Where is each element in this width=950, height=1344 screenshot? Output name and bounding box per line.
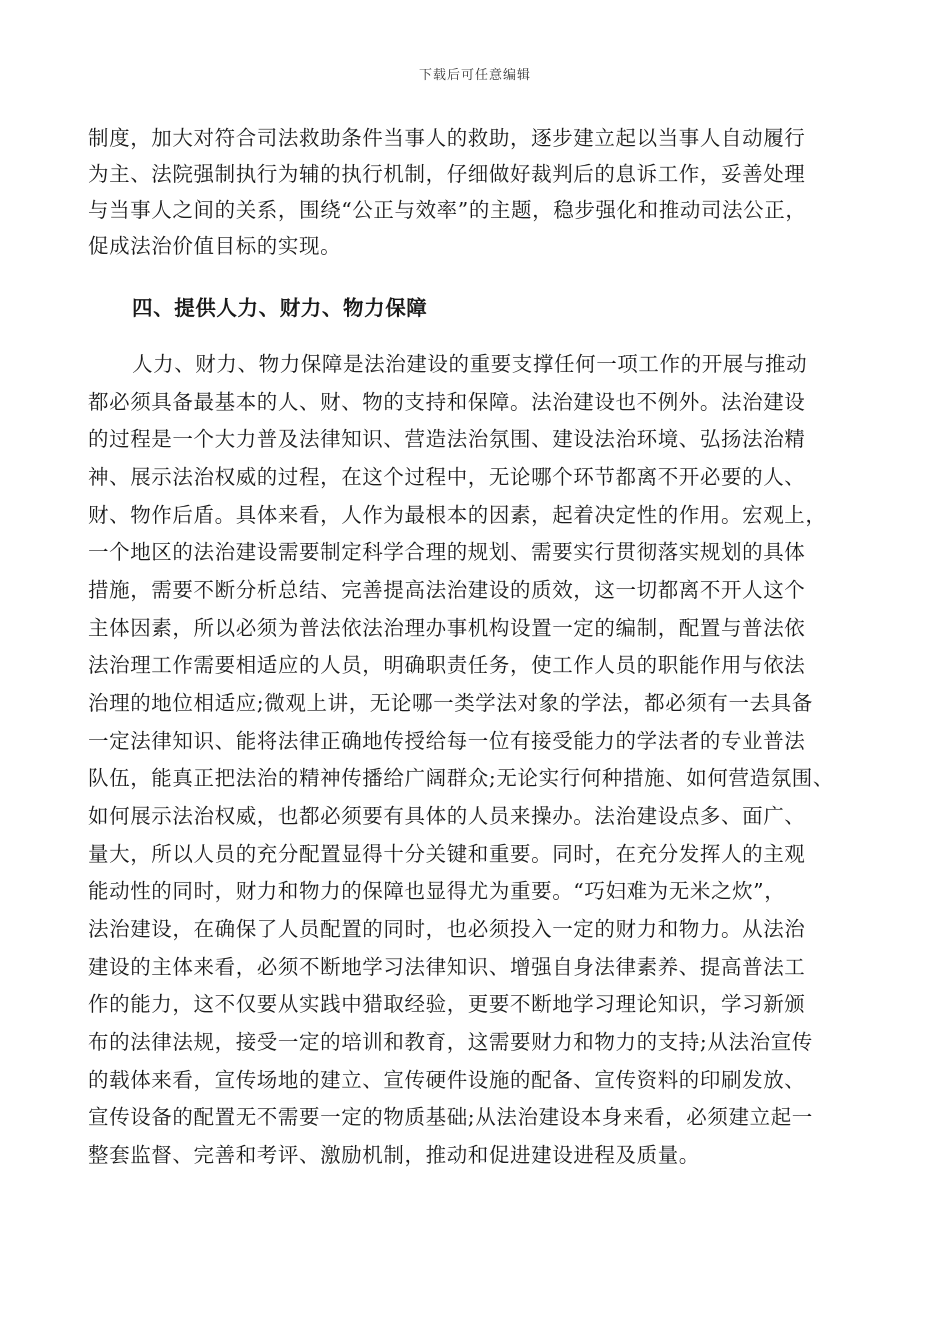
paragraph-line: 宣传设备的配置无不需要一定的物质基础;从法治建设本身来看，必须建立起一 (88, 1105, 813, 1129)
paragraph-line: 一定法律知识、能将法律正确地传授给每一位有接受能力的学法者的专业普法 (88, 729, 806, 753)
paragraph-line: 布的法律法规，接受一定的培训和教育，这需要财力和物力的支持;从法治宣传 (88, 1030, 813, 1054)
paragraph-line: 都必须具备最基本的人、财、物的支持和保障。法治建设也不例外。法治建设 (88, 390, 806, 414)
paragraph-line: 建设的主体来看，必须不断地学习法律知识、增强自身法律素养、提高普法工 (88, 955, 806, 979)
paragraph-line: 法治理工作需要相适应的人员，明确职责任务，使工作人员的职能作用与依法 (88, 653, 806, 677)
paragraph-line: 神、展示法治权威的过程，在这个过程中，无论哪个环节都离不开必要的人、 (88, 465, 806, 489)
paragraph-line: 一个地区的法治建设需要制定科学合理的规划、需要实行贯彻落实规划的具体 (88, 540, 806, 564)
paragraph-line: 治理的地位相适应;微观上讲，无论哪一类学法对象的学法，都必须有一去具备 (88, 691, 813, 715)
paragraph-line: 作的能力，这不仅要从实践中猎取经验，更要不断地学习理论知识，学习新颁 (88, 992, 806, 1016)
paragraph-line: 促成法治价值目标的实现。 (88, 234, 342, 258)
paragraph-line: 整套监督、完善和考评、激励机制，推动和促进建设进程及质量。 (88, 1143, 700, 1167)
paragraph-line: 的过程是一个大力普及法律知识、营造法治氛围、建设法治环境、弘扬法治精 (88, 427, 806, 451)
paragraph-line: 为主、法院强制执行为辅的执行机制，仔细做好裁判后的息诉工作，妥善处理 (88, 162, 806, 186)
paragraph-line: 如何展示法治权威，也都必须要有具体的人员来操办。法治建设点多、面广、 (88, 804, 806, 828)
paragraph-line: 队伍，能真正把法治的精神传播给广阔群众;无论实行何种措施、如何营造氛围、 (88, 766, 835, 790)
paragraph-line: 制度，加大对符合司法救助条件当事人的救助，逐步建立起以当事人自动履行 (88, 126, 806, 150)
section-heading: 四、提供人力、财力、物力保障 (132, 296, 428, 320)
page-header: 下载后可任意编辑 (418, 68, 531, 83)
paragraph-line: 的载体来看，宣传场地的建立、宣传硬件设施的配备、宣传资料的印刷发放、 (88, 1068, 806, 1092)
paragraph-line: 能动性的同时，财力和物力的保障也显得尤为重要。“巧妇难为无米之炊”， (88, 879, 786, 903)
paragraph-line: 量大，所以人员的充分配置显得十分关键和重要。同时，在充分发挥人的主观 (88, 842, 806, 866)
paragraph-line: 措施，需要不断分析总结、完善提高法治建设的质效，这一切都离不开人这个 (88, 578, 806, 602)
paragraph-line: 财、物作后盾。具体来看，人作为最根本的因素，起着决定性的作用。宏观上， (88, 503, 827, 527)
paragraph-line: 法治建设，在确保了人员配置的同时，也必须投入一定的财力和物力。从法治 (88, 917, 806, 941)
paragraph-line: 主体因素，所以必须为普法依法治理办事机构设置一定的编制，配置与普法依 (88, 616, 806, 640)
paragraph-line: 与当事人之间的关系，围绕“公正与效率”的主题，稳步强化和推动司法公正， (88, 198, 807, 222)
paragraph-line: 人力、财力、物力保障是法治建设的重要支撑任何一项工作的开展与推动 (132, 352, 808, 376)
